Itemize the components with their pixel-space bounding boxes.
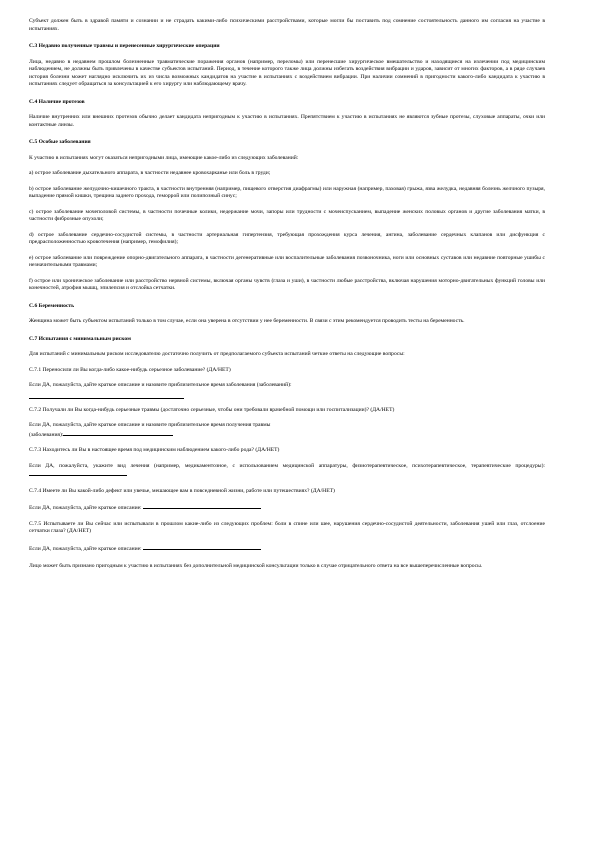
question-c7-2-followup: Если ДА, пожалуйста, дайте краткое описание и назовите приблизительное время получения травмы [29, 422, 271, 428]
question-c7-4: С.7.4 Имеете ли Вы какой-либо дефект или увечье, мешающее вам в повседневной жизни, работе или путешествиях? (ДА/НЕТ) [29, 487, 335, 494]
section-c7-intro: Для испытаний с минимальным риском исследователю достаточно получить от предполагаемого субъекта испытаний четкие ответы на следующие вопросы: [29, 351, 405, 357]
answer-line-c7-2[interactable] [63, 430, 173, 436]
answer-line-c7-3[interactable] [29, 470, 127, 476]
section-c3-heading: С.3 Недавно полученные травмы и перенесенные хирургические операции [29, 43, 220, 49]
question-c7-2-followup-cont: (заболевания): [29, 430, 545, 440]
question-c7-3-followup: Если ДА, пожалуйста, укажите вид лечения (например, медикаментозное, с использованием медицинской аппаратуры, физиотерапевтическое, психотерапевтическое, терапевтические процедуры): [29, 463, 545, 480]
question-c7-5-followup: Если ДА, пожалуйста, дайте краткое описание: [29, 544, 545, 554]
question-c7-1: С.7.1 Переносили ли Вы когда-либо какое-нибудь серьезное заболевание? (ДА/НЕТ) [29, 366, 231, 373]
answer-line-c7-5[interactable] [143, 544, 261, 550]
section-c5-item-a: a) острое заболевание дыхательного аппарата, в частности недавнее кровохарканье или боль в груди; [29, 170, 271, 176]
section-c5-item-c: c) острое заболевание мочеполовой системы, в частности почечные колики, недержание мочи, запоры или трудности с мочеиспусканием, выпадение женских половых органов и другие заболевания матки, в частности фиброзные опухоли; [29, 208, 545, 222]
question-c7-3: С.7.3 Находитесь ли Вы в настоящее время под медицинским наблюдением какого-либо рода? (ДА/НЕТ) [29, 447, 280, 453]
answer-line-c7-4[interactable] [143, 503, 261, 509]
section-c5-heading: С.5 Особые заболевания [29, 139, 91, 145]
answer-line-c7-1[interactable] [29, 392, 184, 399]
section-c4-heading: С.4 Наличие протезов [29, 98, 85, 105]
closing-paragraph: Лицо может быть признано пригодным к участию в испытаниях без дополнительной медицинской консультации только в случае отрицательного ответа на все вышеперечисленные вопросы. [29, 563, 483, 569]
section-c5-item-e: e) острое заболевание или повреждение опорно-двигательного аппарата, в частности дегенеративные или воспалительные заболевания позвоночника, ноги или основных суставов или недавние повторные ушибы с незначительными травмами; [29, 254, 545, 268]
section-c5-intro: К участию в испытаниях могут оказаться непригодными лица, имеющие какое-либо из следующих заболеваний: [29, 154, 299, 161]
section-c5-item-b: b) острое заболевание желудочно-кишечного тракта, в частности внутренняя (например, пищевого отверстия диафрагмы) или наружная (например, паховая) грыжа, язва желудка, недавняя болезнь желчного пузыря, выпадение прямой кишки, трещина заднего прохода, геморрой или полипозный синус; [29, 185, 545, 199]
question-c7-2: С.7.2 Получали ли Вы когда-нибудь серьезные травмы (достаточно серьезные, чтобы они требовали врачебной помощи или госпитализации)? (ДА/НЕТ) [29, 406, 395, 413]
section-c5-item-d: d) острое заболевание сердечно-сосудистой системы, в частности артериальная гипертензия, требующая прохождения курса лечения, ангина, заболевание сердечных клапанов или дисфункция с предрасположенностью кровотечения (например, гемофилия); [29, 231, 545, 245]
section-c4-text: Наличие внутренних или внешних протезов обычно делает кандидата непригодным к участию в испытаниях. Препятствием к участию в испытаниях не являются зубные протезы, слуховые аппараты, очки или контактные линзы. [29, 114, 545, 128]
question-c7-1-followup: Если ДА, пожалуйста, дайте краткое описание и назовите приблизительное время заболевания (заболеваний): [29, 382, 292, 388]
section-c6-text: Женщина может быть субъектом испытаний только в том случае, если она уверена в отсутствии у нее беременности. В связи с этим рекомендуется проводить тесты на беременность. [29, 318, 465, 324]
question-c7-5: С.7.5 Испытываете ли Вы сейчас или испытывали в прошлом какие-либо из следующих проблем: боли в спине или шее, нарушения сердечно-сосудистой деятельности, заболевания ушей или глаз, отслоение сетчатки глаза? (ДА/НЕТ) [29, 520, 545, 534]
section-c5-item-f: f) острое или хроническое заболевание или расстройство нервной системы, включая органы чувств (глаза и уши), в частности любые расстройства, включая нарушения моторно-двигательных функций головы или конечностей, атрофия мышц, эпилепсия и отслойка сетчатки. [29, 277, 545, 291]
section-c3-text: Лица, недавно в недавнем прошлом болезненные травматические поражения органов (например, переломы) или перенесшие хирургическое вмешательство и находящиеся на излечении под медицинским наблюдением, не должны быть привлечены в качестве субъектов испытаний. Период, в течение которого также лица должны избегать воздействия вибрации и ударов, зависит от многих факторов, а в ряде случаев история болезни может наглядно исключить их из числа возможных кандидатов на участие в испытаниях с воздействием вибрации. При наличии сомнений в пригодности какого-либо кандидата к участию в испытаниях следует обращаться за консультацией к его хирургу или наблюдающему врачу. [29, 58, 545, 87]
intro-paragraph: Субъект должен быть в здравой памяти и сознании и не страдать какими-либо психическими расстройствами, которые могли бы поставить под сомнение состоятельность данного им согласия на участие в испытаниях. [29, 18, 545, 32]
question-c7-4-followup: Если ДА, пожалуйста, дайте краткое описание: [29, 503, 545, 513]
section-c6-heading: С.6 Беременность [29, 302, 75, 309]
section-c7-heading: С.7 Испытания с минимальным риском [29, 335, 131, 342]
